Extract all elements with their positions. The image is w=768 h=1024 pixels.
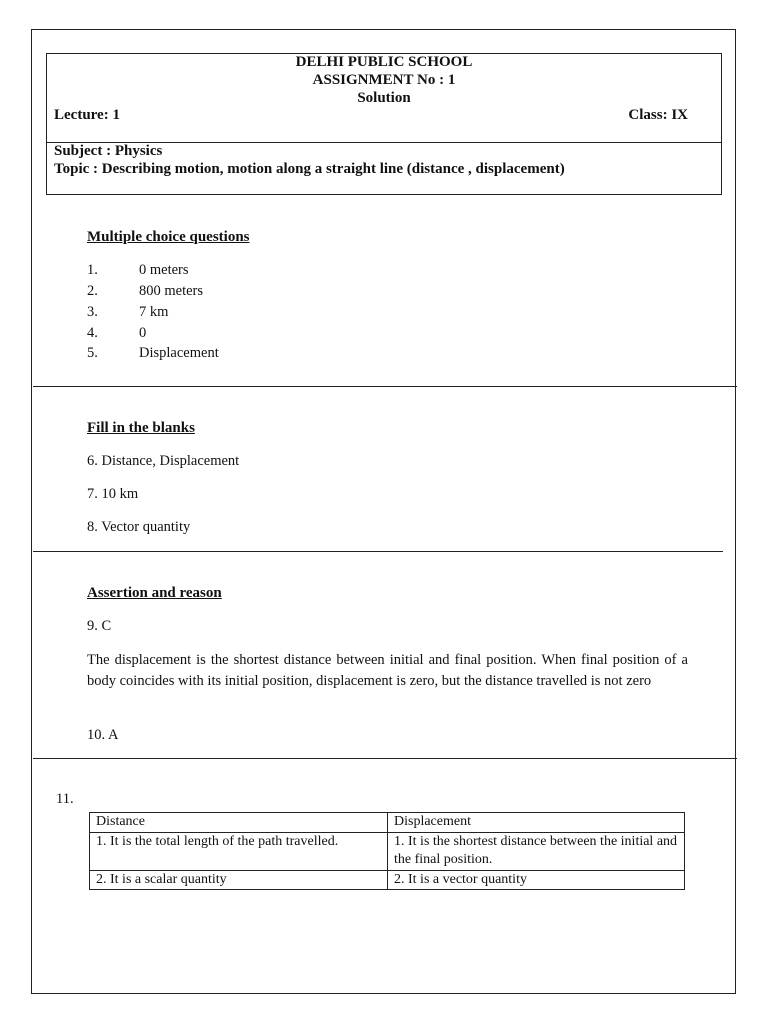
topic-label: Topic : Describing motion, motion along a straight line (distance , displacement) bbox=[54, 161, 565, 177]
solution-heading: Solution bbox=[357, 90, 411, 106]
school-name: DELHI PUBLIC SCHOOL bbox=[295, 54, 473, 70]
mcq-number: 3. bbox=[87, 304, 98, 320]
table-row bbox=[90, 832, 685, 870]
column-header: Distance bbox=[90, 813, 388, 833]
fill-answer: 6. Distance, Displacement bbox=[87, 453, 240, 469]
mcq-answer: 7 km bbox=[139, 304, 169, 320]
table-row bbox=[90, 870, 685, 890]
comparison-table bbox=[89, 812, 685, 890]
q9-answer: 9. C bbox=[87, 618, 112, 634]
subject-label: Subject : Physics bbox=[54, 143, 163, 159]
list-item bbox=[87, 262, 189, 279]
assignment-number: ASSIGNMENT No : 1 bbox=[312, 72, 456, 88]
fill-title: Fill in the blanks bbox=[87, 420, 195, 436]
table-cell: 2. It is a vector quantity bbox=[388, 870, 685, 890]
section-divider bbox=[33, 386, 737, 387]
q10-answer: 10. A bbox=[87, 727, 119, 743]
q11-label: 11. bbox=[56, 791, 74, 807]
lecture-label: Lecture: 1 bbox=[54, 107, 120, 123]
table-cell: 2. It is a scalar quantity bbox=[90, 870, 388, 890]
fill-answer: 7. 10 km bbox=[87, 486, 139, 502]
mcq-number: 5. bbox=[87, 345, 98, 361]
fill-answer: 8. Vector quantity bbox=[87, 519, 191, 535]
list-item bbox=[87, 345, 219, 362]
list-item bbox=[87, 304, 168, 321]
class-label: Class: IX bbox=[628, 107, 688, 123]
table-cell: 1. It is the shortest distance between the initial and the final position. bbox=[388, 832, 685, 870]
section-divider bbox=[33, 551, 723, 552]
assertion-explanation: The displacement is the shortest distance between initial and final position. When final position of a body coincides with its initial position, displacement is zero, but the distance travelled is not zero bbox=[87, 652, 688, 689]
mcq-title: Multiple choice questions bbox=[87, 229, 250, 245]
mcq-answer: 0 bbox=[139, 325, 147, 341]
table-header-row bbox=[90, 813, 685, 833]
list-item bbox=[87, 283, 203, 300]
list-item bbox=[87, 325, 146, 342]
column-header: Displacement bbox=[388, 813, 685, 833]
assertion-title: Assertion and reason bbox=[87, 585, 222, 601]
mcq-answer: 0 meters bbox=[139, 262, 189, 278]
header-box bbox=[46, 53, 722, 195]
mcq-number: 2. bbox=[87, 283, 98, 299]
mcq-answer: 800 meters bbox=[139, 283, 204, 299]
section-divider bbox=[33, 758, 737, 759]
mcq-answer: Displacement bbox=[139, 345, 219, 361]
table-cell: 1. It is the total length of the path travelled. bbox=[90, 832, 388, 870]
mcq-number: 1. bbox=[87, 262, 98, 278]
mcq-number: 4. bbox=[87, 325, 98, 341]
